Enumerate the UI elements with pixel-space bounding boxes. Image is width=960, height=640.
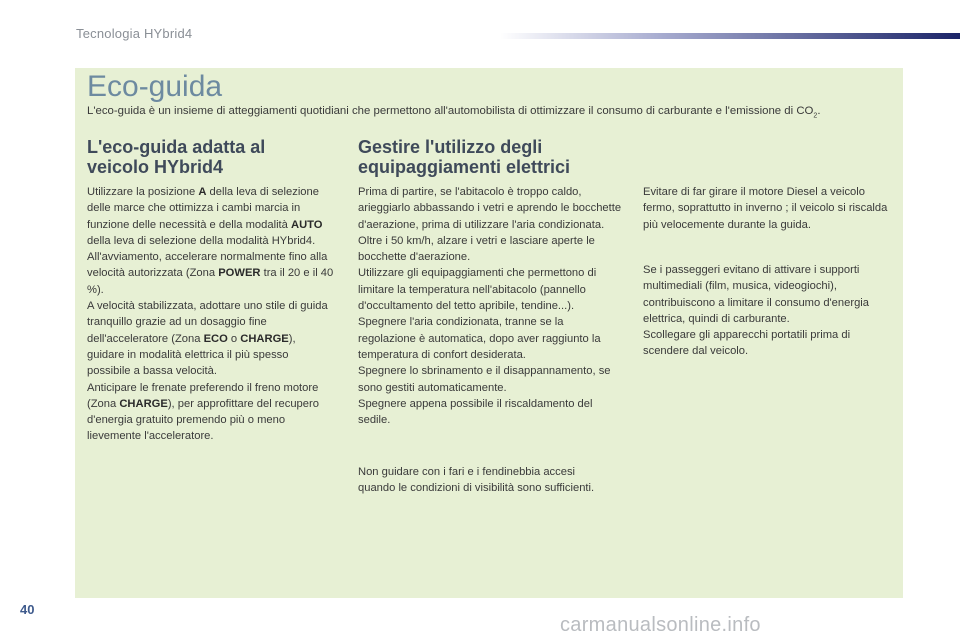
section1-paragraph: Utilizzare la posizione A della leva di selezione delle marce che ottimizza i cambi marcia in funzione delle necessità e della modalità AUTO della leva di selezione della modalità HYbrid4. — [87, 186, 323, 247]
section2-paragraph: Spegnere appena possibile il riscaldamento del sedile. — [358, 397, 593, 427]
section1-title: L'eco-guida adatta al veicolo HYbrid4 — [87, 137, 266, 177]
section2-paragraph: Prima di partire, se l'abitacolo è troppo caldo, arieggiarlo abbassando i vetri e aprendo le bocchette d'aerazione, prima di utilizzare l'aria condizionata. — [358, 186, 622, 231]
intro-text: L'eco-guida è un insieme di atteggiamenti quotidiani che permettono all'automobilista di ottimizzare il consumo di carburante e l'emissione di $CO_2$. — [87, 105, 821, 120]
section2-paragraph: Oltre i 50 km/h, alzare i vetri e lasciare aperte le bocchette d'aerazione. — [358, 234, 595, 264]
header-gradient-bar — [500, 33, 960, 39]
section1-paragraph: All'avviamento, accelerare normalmente fino alla velocità autorizzata (Zona POWER tra il 20 e il 40 %). — [87, 251, 334, 296]
section1-body — [87, 184, 334, 445]
section3-paragraph: Scollegare gli apparecchi portatili prima di scendere dal veicolo. — [643, 329, 851, 358]
section3-body — [643, 262, 898, 360]
section2-paragraph: Spegnere lo sbrinamento e il disappannamento, se sono gestiti automaticamente. — [358, 365, 611, 394]
section2-note: Non guidare con i fari e i fendinebbia accesi quando le condizioni di visibilità sono sufficienti. — [358, 466, 595, 495]
section2-paragraph: Utilizzare gli equipaggiamenti che permettono di limitare la temperatura nell'abitacolo (pannello d'occultamento del tetto apribile, tendine...). — [358, 267, 597, 313]
page-title: Eco-guida — [87, 70, 223, 103]
section2-body — [358, 184, 623, 428]
page-number: 40 — [20, 602, 35, 617]
watermark: carmanualsonline.info — [560, 614, 761, 636]
section1-paragraph: A velocità stabilizzata, adottare uno stile di guida tranquillo grazie ad un dosaggio fine dell'acceleratore (Zona ECO o CHARGE), guidare in modalità elettrica il più spesso possibile a bassa velocità. — [87, 300, 328, 378]
section1-paragraph: Anticipare le frenate preferendo il freno motore (Zona CHARGE), per approfittare del recupero d'energia gratuito premendo più o meno lievemente l'acceleratore. — [87, 381, 319, 443]
section3-paragraph: Se i passeggeri evitano di attivare i supporti multimediali (film, musica, videogiochi), contribuiscono a limitare il consumo d'energia elettrica, quindi di carburante. — [643, 264, 870, 325]
section2-paragraph: Spegnere l'aria condizionata, tranne se la regolazione è automatica, dopo aver raggiunto la temperatura di confort desiderata. — [358, 316, 601, 361]
section2-title: Gestire l'utilizzo degli equipaggiamenti elettrici — [358, 137, 571, 177]
header-title: Tecnologia HYbrid4 — [76, 26, 193, 41]
section3-paragraph-1: Evitare di far girare il motore Diesel a veicolo fermo, soprattutto in inverno ; il veicolo si riscalda più velocemente durante la guida. — [643, 186, 888, 231]
